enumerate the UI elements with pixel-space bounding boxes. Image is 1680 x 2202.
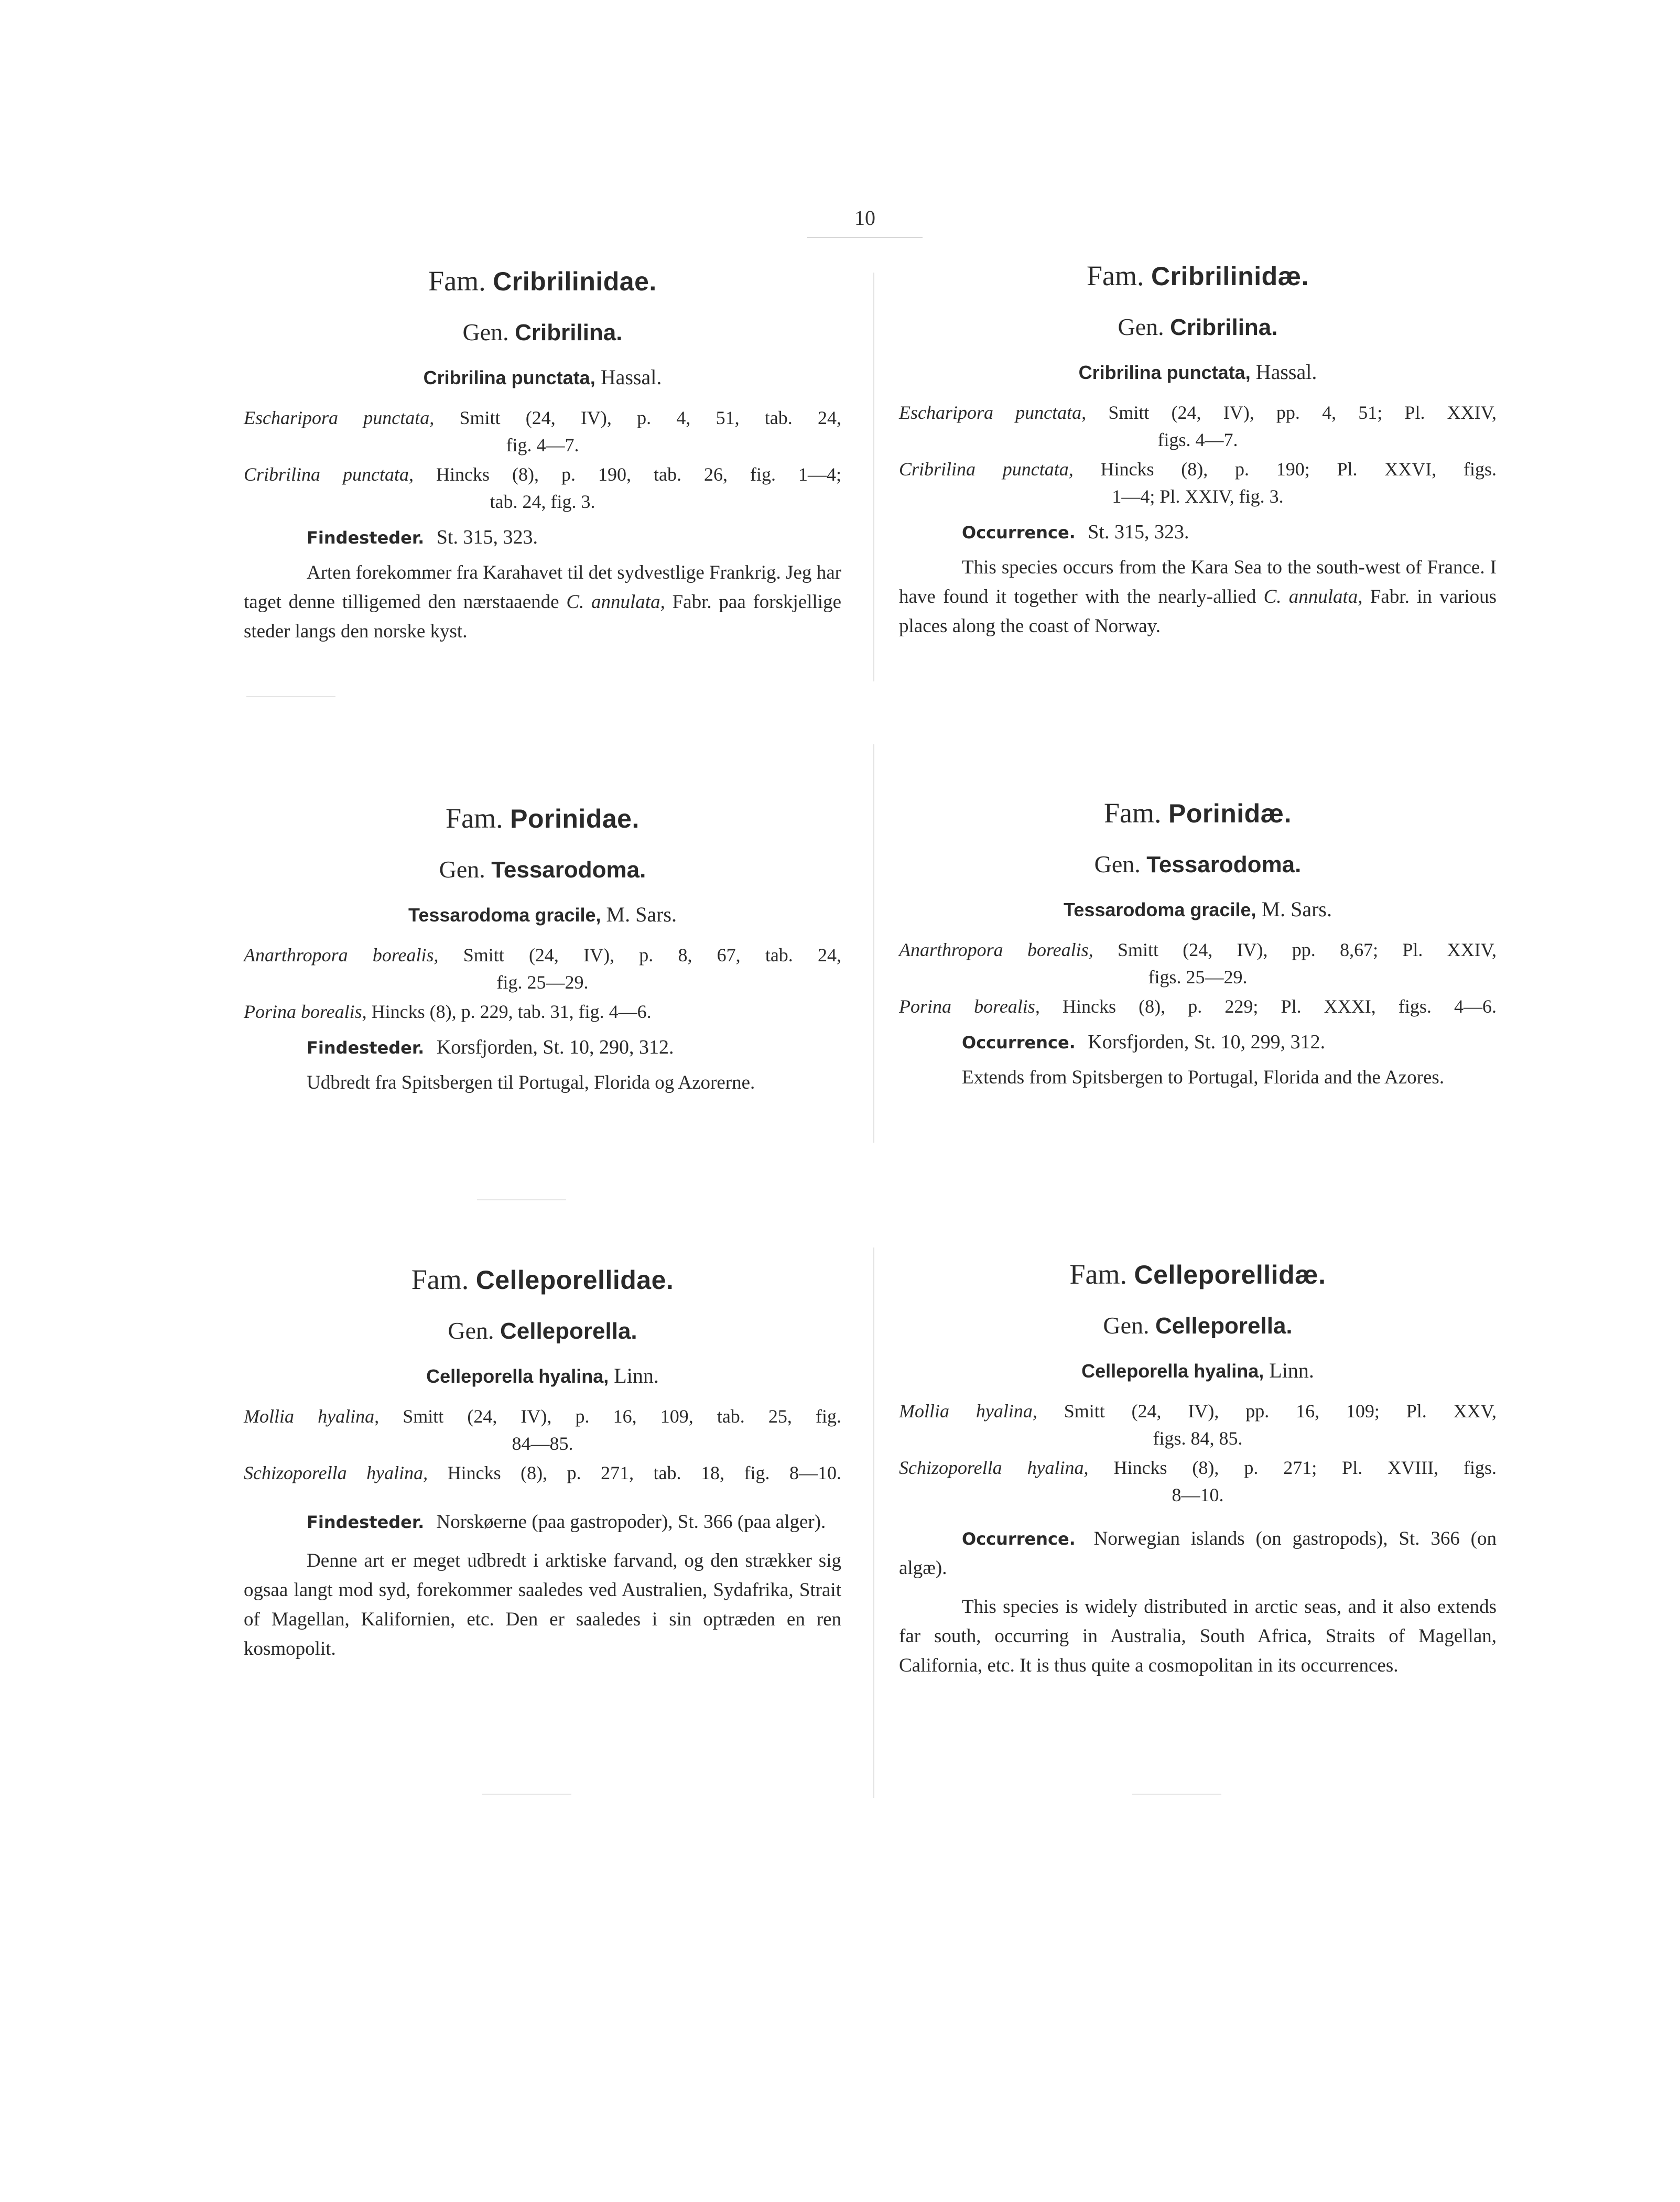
synonym-line xyxy=(899,936,1497,963)
paragraph-text: Arten forekommer fra Karahavet til det sydvestlige Frankrig. Jeg har taget denne tilligemed den nærstaaende xyxy=(244,562,841,613)
synonym-taxon: Porina borealis, xyxy=(899,996,1040,1017)
synonym-line xyxy=(244,461,841,488)
right-section-celleporellidae xyxy=(899,1258,1497,1680)
paragraph-text: This species occurs from the Kara Sea to the south-west of France. I have found it together with the nearly-allied xyxy=(899,557,1497,608)
locality-text: Korsfjorden, St. 10, 290, 312. xyxy=(436,1036,674,1058)
synonym-reference: Smitt (24, IV), p. 4, 51, tab. 24, xyxy=(459,407,842,428)
synonym-reference: Hincks (8), p. 190, tab. 26, fig. 1—4; xyxy=(436,464,842,485)
synonym-entry xyxy=(244,404,841,459)
synonym-taxon: Escharipora punctata, xyxy=(899,402,1087,423)
paragraph-text: Denne art er meget udbredt i arktiske farvand, og den strækker sig ogsaa langt mod syd, forekommer saaledes ved Australien, Sydafrika, Strait of Magellan, Kalifornien, etc. Den er saaledes i sin optræden en ren kosmopolit. xyxy=(244,1550,841,1659)
locality-text: Norskøerne (paa gastropoder), St. 366 (paa alger). xyxy=(436,1511,826,1533)
genus-heading xyxy=(899,850,1497,878)
genus-name: Cribrilina. xyxy=(1170,314,1278,340)
description-paragraph xyxy=(244,558,841,646)
left-section-porinidae xyxy=(244,802,841,1098)
species-author: Linn. xyxy=(1269,1359,1314,1382)
synonym-continuation: figs. 4—7. xyxy=(1157,429,1238,450)
paragraph-text: Extends from Spitsbergen to Portugal, Florida and the Azores. xyxy=(962,1067,1445,1088)
paragraph-text: This species is widely distributed in arctic seas, and it also extends far south, occurring in Australia, South Africa, Straits of Magellan, California, etc. It is thus quite a cosmopolitan in its occurrences. xyxy=(899,1596,1497,1676)
synonym-entry xyxy=(899,936,1497,991)
species-heading xyxy=(899,1358,1497,1383)
description-paragraph xyxy=(899,1063,1497,1092)
locality-line xyxy=(244,1036,841,1059)
synonym-reference: Hincks (8), p. 229; Pl. XXXI, figs. 4—6. xyxy=(1062,996,1497,1017)
synonym-taxon: Schizoporella hyalina, xyxy=(899,1457,1089,1478)
synonym-taxon: Schizoporella hyalina, xyxy=(244,1462,428,1483)
species-author: M. Sars. xyxy=(1261,897,1332,921)
species-name: Cribrilina punctata, xyxy=(1078,362,1251,383)
description-paragraph xyxy=(899,553,1497,641)
genus-heading xyxy=(244,1317,841,1344)
species-heading xyxy=(899,360,1497,384)
right-section-cribrilinidae xyxy=(899,259,1497,641)
family-name: Porinidæ. xyxy=(1168,799,1292,828)
family-name: Cribrilinidæ. xyxy=(1151,262,1309,291)
page-number-rule xyxy=(807,237,923,238)
synonym-line xyxy=(244,1459,841,1487)
genus-name: Cribrilina. xyxy=(515,320,623,345)
synonym-entry xyxy=(244,1459,841,1487)
species-author: M. Sars. xyxy=(606,903,677,926)
locality-label: Findesteder. xyxy=(307,528,425,548)
species-author: Hassal. xyxy=(600,365,662,389)
locality-paragraph xyxy=(244,1507,841,1537)
synonym-entry xyxy=(899,399,1497,453)
section-separator xyxy=(482,1794,571,1795)
synonym-taxon: Mollia hyalina, xyxy=(899,1401,1037,1422)
occurrence-line xyxy=(899,1031,1497,1054)
synonym-continuation: figs. 84, 85. xyxy=(1153,1428,1243,1449)
synonym-continuation: fig. 4—7. xyxy=(506,435,579,455)
occurrence-paragraph xyxy=(899,1524,1497,1583)
synonym-line xyxy=(899,455,1497,483)
left-section-cribrilinidae xyxy=(244,265,841,646)
synonym-reference: Smitt (24, IV), p. 8, 67, tab. 24, xyxy=(463,945,841,966)
synonym-continuation: fig. 25—29. xyxy=(496,972,589,993)
synonym-line xyxy=(244,1403,841,1430)
synonym-taxon: Escharipora punctata, xyxy=(244,407,435,428)
description-paragraph xyxy=(244,1068,841,1098)
paragraph-italic: C. annulata, xyxy=(566,591,665,613)
synonym-line xyxy=(899,993,1497,1020)
description-paragraph xyxy=(899,1592,1497,1680)
genus-prefix: Gen. xyxy=(439,856,485,883)
synonym-entry xyxy=(244,941,841,996)
locality-label: Findesteder. xyxy=(307,1512,425,1532)
species-heading xyxy=(244,365,841,389)
synonym-continuation: 84—85. xyxy=(512,1433,573,1454)
synonym-line xyxy=(899,399,1497,426)
occurrence-label: Occurrence. xyxy=(962,523,1076,543)
synonym-line xyxy=(899,1454,1497,1481)
synonym-entry xyxy=(899,993,1497,1020)
family-prefix: Fam. xyxy=(1069,1259,1128,1290)
locality-text: St. 315, 323. xyxy=(436,526,538,548)
species-author: Hassal. xyxy=(1255,360,1317,384)
section-separator xyxy=(477,1199,566,1200)
occurrence-text: Norwegian islands (on gastropods), St. 366 (on algæ). xyxy=(899,1528,1497,1579)
family-heading xyxy=(244,265,841,297)
description-paragraph xyxy=(244,1546,841,1664)
synonym-line xyxy=(899,1397,1497,1425)
family-prefix: Fam. xyxy=(446,802,503,834)
family-heading xyxy=(899,797,1497,829)
synonym-continuation: 1—4; Pl. XXIV, fig. 3. xyxy=(1112,486,1284,507)
synonym-reference: Smitt (24, IV), p. 16, 109, tab. 25, fig. xyxy=(403,1406,842,1427)
occurrence-text: St. 315, 323. xyxy=(1088,521,1189,543)
family-name: Celleporellidae. xyxy=(475,1265,674,1295)
synonym-taxon: Cribrilina punctata, xyxy=(899,459,1074,480)
genus-name: Tessarodoma. xyxy=(1146,852,1302,877)
paragraph-text: Udbredt fra Spitsbergen til Portugal, Florida og Azorerne. xyxy=(307,1072,755,1093)
synonym-continuation: tab. 24, fig. 3. xyxy=(490,491,595,512)
synonym-line xyxy=(244,941,841,969)
genus-name: Celleporella. xyxy=(1155,1313,1293,1339)
synonym-entry xyxy=(244,1403,841,1457)
paragraph-italic: C. annulata, xyxy=(1263,586,1363,608)
genus-prefix: Gen. xyxy=(462,319,509,345)
column-divider-middle xyxy=(873,744,874,1143)
family-prefix: Fam. xyxy=(1087,260,1144,291)
occurrence-text: Korsfjorden, St. 10, 299, 312. xyxy=(1088,1031,1326,1053)
family-name: Celleporellidæ. xyxy=(1134,1260,1326,1289)
synonym-taxon: Porina borealis, xyxy=(244,1001,367,1022)
section-separator xyxy=(246,696,335,697)
locality-label: Findesteder. xyxy=(307,1038,425,1058)
synonym-taxon: Mollia hyalina, xyxy=(244,1406,380,1427)
family-heading xyxy=(899,259,1497,292)
synonym-taxon: Anarthropora borealis, xyxy=(899,939,1093,960)
synonym-continuation: figs. 25—29. xyxy=(1148,967,1248,988)
genus-name: Tessarodoma. xyxy=(491,857,646,883)
synonym-reference: Smitt (24, IV), pp. 16, 109; Pl. XXV, xyxy=(1064,1401,1497,1422)
family-heading xyxy=(899,1258,1497,1290)
page-number: 10 xyxy=(854,206,875,230)
family-heading xyxy=(244,1263,841,1296)
column-divider-top xyxy=(873,273,874,681)
genus-name: Celleporella. xyxy=(500,1318,637,1344)
synonym-reference: Hincks (8), p. 271, tab. 18, fig. 8—10. xyxy=(447,1462,841,1483)
synonym-reference: Hincks (8), p. 229, tab. 31, fig. 4—6. xyxy=(371,1001,652,1022)
synonym-entry xyxy=(244,461,841,515)
genus-heading xyxy=(899,1311,1497,1339)
family-prefix: Fam. xyxy=(428,265,486,297)
locality-line xyxy=(244,526,841,549)
synonym-reference: Smitt (24, IV), pp. 8,67; Pl. XXIV, xyxy=(1117,939,1497,960)
genus-prefix: Gen. xyxy=(1094,851,1141,877)
family-prefix: Fam. xyxy=(411,1264,469,1295)
synonym-line xyxy=(244,998,841,1025)
left-section-celleporellidae xyxy=(244,1263,841,1664)
species-name: Celleporella hyalina, xyxy=(1081,1360,1264,1382)
family-name: Cribrilinidae. xyxy=(493,267,657,296)
species-name: Cribrilina punctata, xyxy=(423,367,595,388)
synonym-taxon: Anarthropora borealis, xyxy=(244,945,439,966)
synonym-reference: Hincks (8), p. 190; Pl. XXVI, figs. xyxy=(1100,459,1497,480)
family-heading xyxy=(244,802,841,834)
genus-prefix: Gen. xyxy=(1118,313,1164,340)
genus-prefix: Gen. xyxy=(1103,1312,1150,1339)
synonym-reference: Smitt (24, IV), pp. 4, 51; Pl. XXIV, xyxy=(1108,402,1497,423)
species-heading xyxy=(899,897,1497,921)
species-heading xyxy=(244,902,841,927)
species-author: Linn. xyxy=(614,1364,659,1387)
synonym-entry xyxy=(899,1454,1497,1509)
genus-heading xyxy=(244,318,841,346)
section-separator xyxy=(1132,1794,1221,1795)
synonym-reference: Hincks (8), p. 271; Pl. XVIII, figs. xyxy=(1113,1457,1497,1478)
column-divider-bottom xyxy=(873,1248,874,1798)
occurrence-label: Occurrence. xyxy=(962,1529,1076,1549)
paragraph-text-end: Fabr. in various places along the coast of Norway. xyxy=(899,586,1497,637)
right-section-porinidae xyxy=(899,797,1497,1092)
synonym-entry xyxy=(244,998,841,1025)
synonym-entry xyxy=(899,455,1497,510)
synonym-taxon: Cribrilina punctata, xyxy=(244,464,414,485)
genus-heading xyxy=(244,855,841,883)
synonym-line xyxy=(244,404,841,431)
genus-heading xyxy=(899,313,1497,341)
species-heading xyxy=(244,1363,841,1388)
species-name: Tessarodoma gracile, xyxy=(1064,899,1256,920)
synonym-entry xyxy=(899,1397,1497,1452)
synonym-continuation: 8—10. xyxy=(1172,1484,1224,1505)
species-name: Celleporella hyalina, xyxy=(426,1365,609,1387)
paragraph-text-end: Fabr. paa forskjellige steder langs den norske kyst. xyxy=(244,591,841,642)
family-name: Porinidae. xyxy=(510,804,640,833)
family-prefix: Fam. xyxy=(1103,797,1162,829)
genus-prefix: Gen. xyxy=(448,1317,494,1344)
occurrence-line xyxy=(899,520,1497,544)
species-name: Tessarodoma gracile, xyxy=(408,904,601,926)
occurrence-label: Occurrence. xyxy=(962,1033,1076,1053)
